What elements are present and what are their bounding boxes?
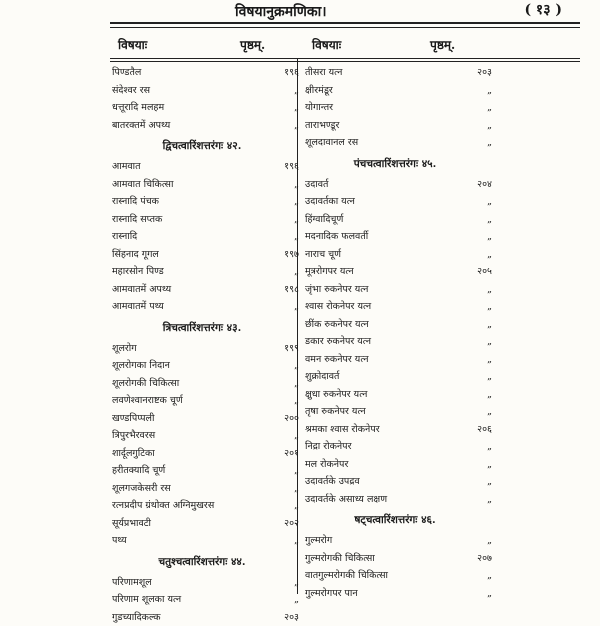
page-title: विषयानुक्रमणिका।: [235, 2, 327, 21]
entry-title: गुडच्यादिकल्क: [112, 609, 161, 626]
entry-page: „: [450, 82, 492, 100]
entry-title: क्षुधा रुकनेपर यत्न: [305, 386, 367, 404]
entry-page: „: [257, 193, 299, 211]
entry-title: गुल्मरोगकी चिकित्सा: [305, 550, 375, 568]
index-entry: [112, 298, 292, 316]
entry-page: २०७: [450, 550, 492, 568]
index-entry: [112, 246, 292, 264]
index-entry: [305, 246, 485, 264]
entry-title: उदावर्त: [305, 176, 328, 194]
index-entry: [112, 445, 292, 463]
entry-title: मूत्ररोगपर यत्न: [305, 263, 354, 281]
index-entry: [112, 82, 292, 100]
index-entry: [112, 158, 292, 176]
entry-title: शार्दूलगुटिका: [112, 445, 155, 463]
entry-page: „: [257, 176, 299, 194]
entry-title: लवणेश्वानराष्टक चूर्ण: [112, 392, 183, 410]
index-entry: [112, 532, 292, 550]
entry-page: „: [450, 585, 492, 603]
entry-title: ताराभण्डूर: [305, 117, 339, 135]
entry-page: १९९: [257, 340, 299, 358]
entry-page: „: [450, 532, 492, 550]
left-subject-heading: विषयाः: [118, 36, 147, 53]
entry-page: „: [257, 117, 299, 135]
entry-title: सिंहनाद गूगल: [112, 246, 159, 264]
entry-page: „: [450, 211, 492, 229]
entry-page: „: [450, 134, 492, 152]
entry-page: „: [257, 298, 299, 316]
entry-page: „: [450, 298, 492, 316]
entry-title: योगान्तर: [305, 99, 333, 117]
entry-page: „: [450, 99, 492, 117]
entry-page: „: [257, 228, 299, 246]
index-entry: [305, 567, 485, 585]
entry-page: „: [257, 462, 299, 480]
index-entry: [305, 298, 485, 316]
entry-page: २०४: [450, 176, 492, 194]
entry-title: वमन रुकनेपर यत्न: [305, 351, 369, 369]
entry-title: संदेश्वर रस: [112, 82, 150, 100]
entry-page: „: [450, 491, 492, 509]
entry-title: रास्नादि पंचक: [112, 193, 159, 211]
entry-title: शूलरोग: [112, 340, 137, 358]
entry-title: हिंग्वादिचूर्ण: [305, 211, 343, 229]
index-entry: [305, 176, 485, 194]
entry-title: मदनादिक फलवर्ती: [305, 228, 368, 246]
entry-title: तृषा रुकनेपर यत्न: [305, 403, 366, 421]
index-entry: [305, 82, 485, 100]
index-entry: [305, 438, 485, 456]
entry-page: „: [450, 333, 492, 351]
entry-page: „: [450, 456, 492, 474]
entry-title: रास्नादि सप्तक: [112, 211, 162, 229]
right-subject-heading: विषयाः: [312, 36, 341, 53]
index-entry: [112, 281, 292, 299]
entry-title: आमवात चिकित्सा: [112, 176, 173, 194]
entry-page: २००: [257, 410, 299, 428]
right-column: [305, 64, 485, 602]
index-entry: [305, 421, 485, 439]
entry-title: हरीतक्यादि चूर्ण: [112, 462, 165, 480]
entry-page: „: [257, 427, 299, 445]
entry-page: „: [450, 246, 492, 264]
index-entry: [112, 609, 292, 626]
entry-title: पथ्य: [112, 532, 127, 550]
entry-page: „: [257, 574, 299, 592]
entry-title: खण्डपिप्पली: [112, 410, 154, 428]
entry-title: बातरक्तमें अपथ्य: [112, 117, 170, 135]
index-entry: [112, 392, 292, 410]
header-rule: [110, 22, 580, 24]
entry-title: आमवातमें अपथ्य: [112, 281, 171, 299]
left-page-heading: पृष्ठम्.: [240, 36, 265, 53]
entry-title: शुक्रोदावर्त: [305, 368, 339, 386]
entry-page: „: [257, 532, 299, 550]
index-entry: [305, 211, 485, 229]
index-entry: [305, 550, 485, 568]
entry-title: महारसोन पिण्ड: [112, 263, 164, 281]
entry-page: „: [450, 567, 492, 585]
section-heading: पंचचत्वारिंशत्तरंगः ४५.: [305, 152, 485, 176]
entry-title: सूर्यप्रभावटी: [112, 515, 151, 533]
section-heading: त्रिचत्वारिंशत्तरंगः ४३.: [112, 316, 292, 340]
index-entry: [305, 456, 485, 474]
entry-page: „: [257, 497, 299, 515]
entry-title: जृंभा रुकनेपर यत्न: [305, 281, 368, 299]
entry-page: „: [257, 99, 299, 117]
column-head-rule: [110, 58, 580, 59]
index-entry: [305, 281, 485, 299]
entry-title: श्रमका श्वास रोकनेपर: [305, 421, 380, 439]
entry-title: आमवातमें पथ्य: [112, 298, 164, 316]
entry-page: २०६: [450, 421, 492, 439]
index-entry: [305, 99, 485, 117]
index-entry: [305, 491, 485, 509]
entry-page: „: [450, 281, 492, 299]
index-entry: [305, 585, 485, 603]
right-page-heading: पृष्ठम्.: [430, 36, 455, 53]
entry-title: गुल्मरोग: [305, 532, 332, 550]
index-entry: [112, 375, 292, 393]
entry-title: त्रिपुरभैरवरस: [112, 427, 155, 445]
index-entry: [112, 228, 292, 246]
entry-page: २०१: [257, 445, 299, 463]
index-entry: [112, 515, 292, 533]
entry-title: छींक रुकनेपर यत्न: [305, 316, 369, 334]
entry-page: „: [257, 263, 299, 281]
entry-title: शूलदावानल रस: [305, 134, 358, 152]
index-entry: [112, 480, 292, 498]
entry-title: परिणाम शूलका यत्न: [112, 591, 181, 609]
entry-title: आमवात: [112, 158, 141, 176]
entry-title: रत्नप्रदीप ग्रंथोक्त अग्निमुखरस: [112, 497, 214, 515]
entry-page: „: [257, 591, 299, 609]
left-column: [112, 64, 292, 626]
entry-page: „: [257, 375, 299, 393]
entry-page: „: [257, 82, 299, 100]
index-entry: [305, 333, 485, 351]
entry-title: परिणामशूल: [112, 574, 152, 592]
entry-page: „: [450, 386, 492, 404]
index-entry: [112, 211, 292, 229]
index-entry: [112, 99, 292, 117]
entry-page: „: [450, 351, 492, 369]
section-heading: द्विचत्वारिंशत्तरंगः ४२.: [112, 134, 292, 158]
entry-title: शूलरोगकी चिकित्सा: [112, 375, 179, 393]
entry-page: २०५: [450, 263, 492, 281]
index-entry: [112, 263, 292, 281]
index-entry: [112, 427, 292, 445]
entry-title: शूलरोगका निदान: [112, 357, 170, 375]
entry-page: „: [257, 211, 299, 229]
index-entry: [112, 340, 292, 358]
entry-title: धत्तूरादि मलहम: [112, 99, 164, 117]
entry-page: १९६: [257, 158, 299, 176]
index-entry: [305, 368, 485, 386]
entry-page: १९८: [257, 281, 299, 299]
entry-title: उदावर्तका यत्न: [305, 193, 355, 211]
index-entry: [305, 473, 485, 491]
column-head-rule: [110, 61, 580, 62]
entry-title: नाराच चूर्ण: [305, 246, 341, 264]
entry-page: १९७: [257, 246, 299, 264]
entry-page: „: [450, 117, 492, 135]
index-entry: [112, 410, 292, 428]
index-entry: [112, 497, 292, 515]
entry-page: १९६: [257, 64, 299, 82]
index-entry: [112, 462, 292, 480]
index-entry: [305, 64, 485, 82]
entry-page: „: [257, 392, 299, 410]
index-entry: [305, 228, 485, 246]
page-number: ( १३ ): [524, 0, 562, 19]
entry-title: निद्रा रोकनेपर: [305, 438, 351, 456]
entry-title: शूलगजकेसरी रस: [112, 480, 171, 498]
entry-page: २०३: [257, 609, 299, 626]
entry-title: श्वास रोकनेपर यत्न: [305, 298, 371, 316]
index-entry: [112, 117, 292, 135]
entry-page: „: [450, 438, 492, 456]
index-entry: [305, 532, 485, 550]
entry-title: पिण्डतैल: [112, 64, 141, 82]
entry-page: „: [257, 357, 299, 375]
entry-title: उदावर्तके उपद्रव: [305, 473, 360, 491]
entry-page: „: [450, 403, 492, 421]
entry-page: „: [450, 193, 492, 211]
index-entry: [112, 176, 292, 194]
entry-page: „: [257, 480, 299, 498]
entry-title: वातगुल्मरोगकी चिकित्सा: [305, 567, 388, 585]
section-heading: चतुश्चत्वारिंशत्तरंगः ४४.: [112, 550, 292, 574]
index-entry: [112, 64, 292, 82]
index-entry: [305, 351, 485, 369]
index-entry: [305, 403, 485, 421]
index-entry: [305, 134, 485, 152]
entry-title: गुल्मरोगपर पान: [305, 585, 358, 603]
entry-page: „: [450, 368, 492, 386]
entry-page: „: [450, 228, 492, 246]
index-entry: [305, 193, 485, 211]
section-heading: षट्चत्वारिंशत्तरंगः ४६.: [305, 508, 485, 532]
entry-title: क्षीरमंडूर: [305, 82, 333, 100]
index-entry: [305, 386, 485, 404]
entry-page: २०३: [450, 64, 492, 82]
header-rule: [110, 27, 580, 28]
entry-title: रास्नादि: [112, 228, 137, 246]
index-entry: [305, 117, 485, 135]
entry-title: डकार रुकनेपर यत्न: [305, 333, 371, 351]
entry-title: उदावर्तके असाध्य लक्षण: [305, 491, 387, 509]
index-entry: [112, 193, 292, 211]
entry-page: „: [450, 316, 492, 334]
index-entry: [112, 357, 292, 375]
entry-title: तीसरा यत्न: [305, 64, 342, 82]
entry-title: मल रोकनेपर: [305, 456, 348, 474]
index-entry: [112, 574, 292, 592]
entry-page: २०२: [257, 515, 299, 533]
entry-page: „: [450, 473, 492, 491]
index-entry: [305, 263, 485, 281]
index-entry: [305, 316, 485, 334]
